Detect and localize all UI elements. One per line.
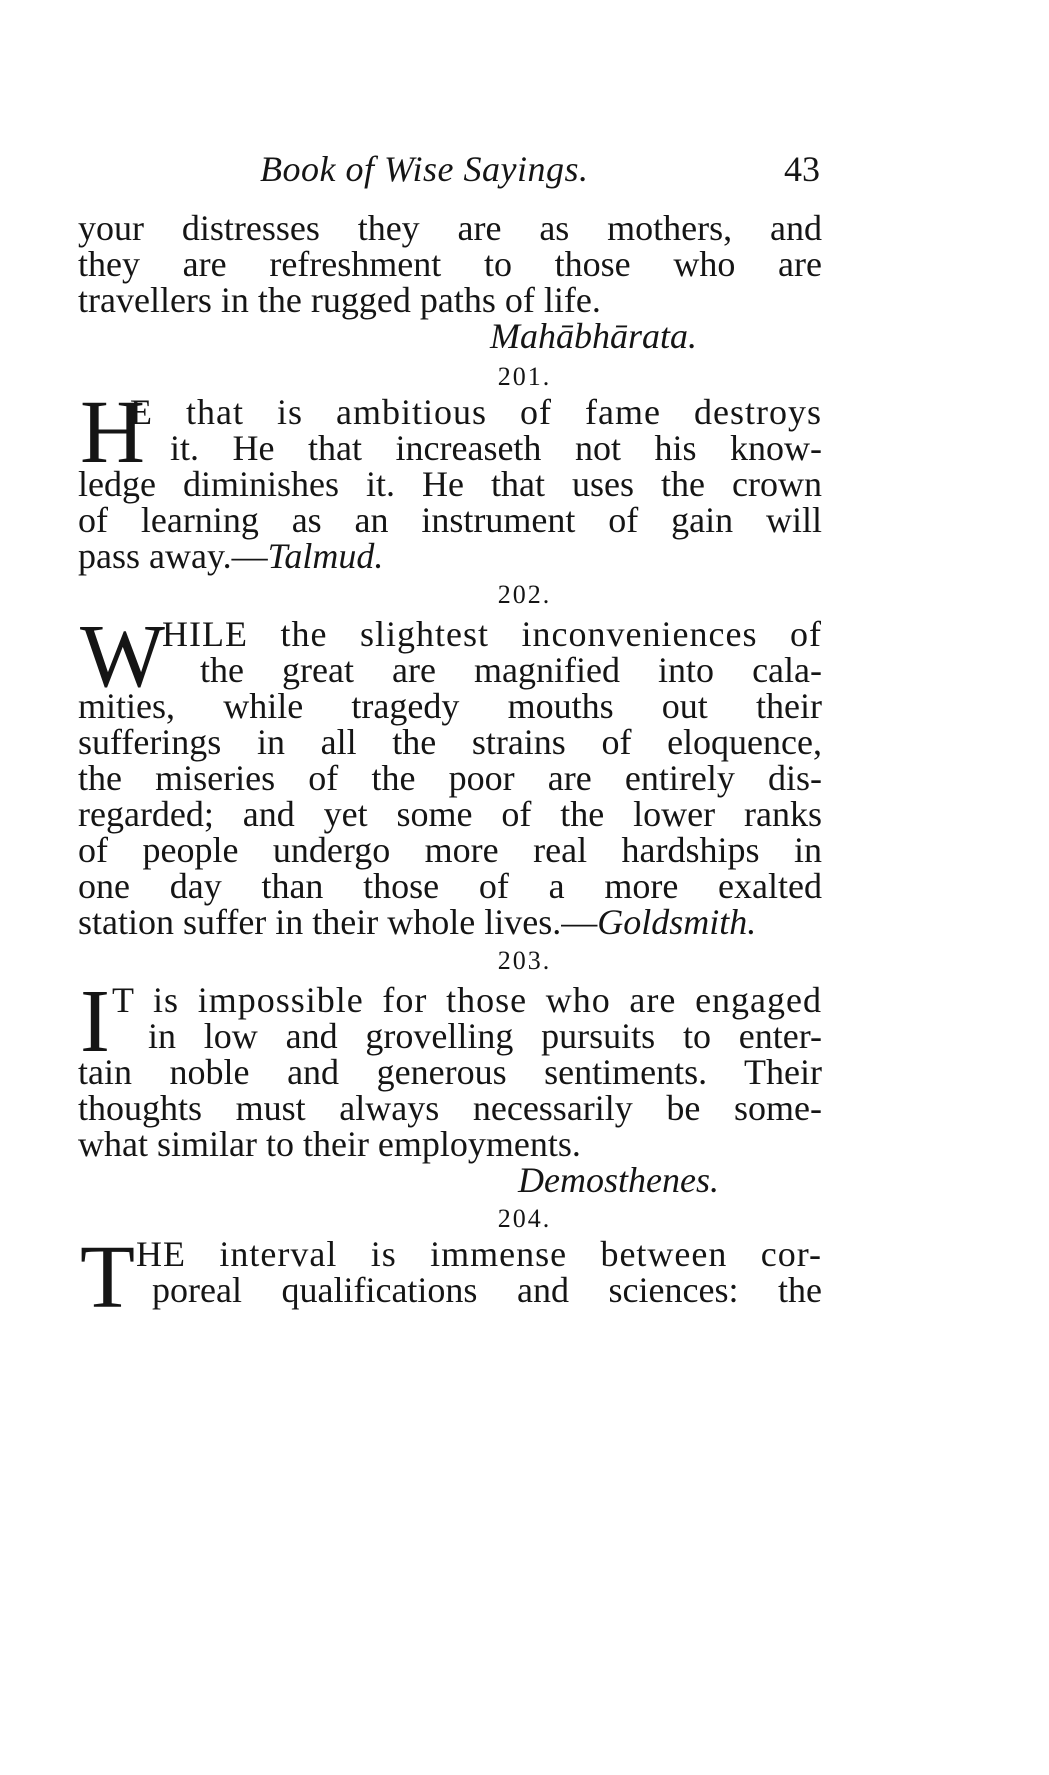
saying-number: 201. (497, 362, 552, 391)
book-title: Book of Wise Sayings. (260, 149, 589, 189)
saying-line: tain noble and generous sentiments. Their (78, 1052, 822, 1092)
drop-cap: T (80, 1228, 135, 1327)
author-attribution: Demosthenes. (518, 1160, 719, 1200)
saying-line: in low and grovelling pursuits to enter- (148, 1016, 822, 1056)
saying-line: of people undergo more real hardships in (78, 830, 822, 870)
saying-last-line-text: pass away.— (78, 536, 268, 576)
saying-line: HILE the slightest inconveniences of (162, 614, 822, 654)
author-attribution: Mahābhārata. (490, 316, 697, 356)
saying-line: E that is ambitious of fame destroys (130, 392, 822, 432)
saying-line: it. He that increaseth not his know- (170, 428, 822, 468)
author-attribution: Goldsmith. (597, 902, 757, 942)
saying-line: regarded; and yet some of the lower ranks (78, 794, 822, 834)
running-head (240, 148, 820, 198)
saying-line: the great are magnified into cala- (200, 650, 822, 690)
saying-last-line (78, 902, 822, 942)
author-attribution: Talmud. (267, 536, 384, 576)
saying-line: mities, while tragedy mouths out their (78, 686, 822, 726)
saying-line: HE interval is immense between cor- (136, 1234, 822, 1274)
saying-last-line (78, 536, 822, 576)
drop-cap: W (80, 607, 165, 706)
saying-line: thoughts must always necessarily be some- (78, 1088, 822, 1128)
page-number: 43 (784, 149, 820, 189)
continuation-line: they are refreshment to those who are (78, 244, 822, 284)
saying-line: of learning as an instrument of gain will (78, 500, 822, 540)
drop-cap: H (80, 383, 145, 482)
saying-line: what similar to their employments. (78, 1124, 581, 1164)
drop-cap: I (80, 972, 110, 1071)
continuation-line: travellers in the rugged paths of life. (78, 280, 601, 320)
saying-number: 203. (497, 946, 552, 975)
saying-line: the miseries of the poor are entirely dis- (78, 758, 822, 798)
saying-number: 202. (497, 580, 552, 609)
saying-line: T is impossible for those who are engaged (112, 980, 822, 1020)
saying-last-line-text: station suffer in their whole lives.— (78, 902, 598, 942)
saying-number: 204. (497, 1204, 552, 1233)
saying-line: poreal qualifications and sciences: the (152, 1270, 822, 1310)
saying-line: sufferings in all the strains of eloquence, (78, 722, 822, 762)
saying-line: one day than those of a more exalted (78, 866, 822, 906)
continuation-line: your distresses they are as mothers, and (78, 208, 822, 248)
saying-line: ledge diminishes it. He that uses the crown (78, 464, 822, 504)
